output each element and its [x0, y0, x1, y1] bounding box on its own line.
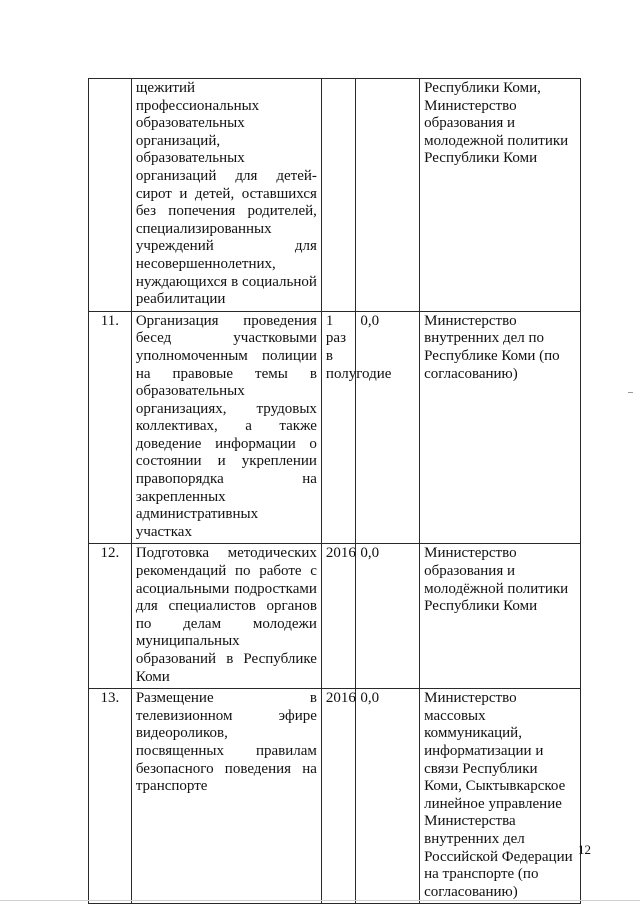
scan-bottom-edge	[0, 900, 640, 901]
activity-name: Организация проведения бесед участковыми уполномоченным полиции на правовые темы в образовательных организациях, трудовых коллективах, а также доведение информации о состоянии и укреплении правопорядка на закрепленных административных участках	[131, 311, 321, 544]
responsible-executor: Министерство внутренних дел по Республике Коми (по согласованию)	[420, 311, 581, 544]
activity-name: щежитий профессиональных образовательных организаций, образовательных организаций для детей-сирот и детей, оставшихся без попечения родителей, специализированных учреждений для несовершеннолетних, нуждающихся в социальной реабилитации	[131, 79, 321, 312]
execution-term	[321, 79, 355, 312]
execution-term: 1 раз в полугодие	[321, 311, 355, 544]
responsible-executor: Министерство образования и молодёжной политики Республики Коми	[420, 544, 581, 689]
row-number: 13.	[89, 689, 132, 904]
funding-amount: 0,0	[356, 544, 420, 689]
row-number: 12.	[89, 544, 132, 689]
funding-amount: 0,0	[356, 311, 420, 544]
page-number: 12	[578, 842, 591, 857]
action-plan-table	[88, 78, 581, 904]
execution-term: 2016	[321, 689, 355, 904]
row-number: 11.	[89, 311, 132, 544]
table-row	[89, 79, 581, 312]
funding-amount: 0,0	[356, 689, 420, 904]
responsible-executor: Республики Коми, Министерство образования и молодежной политики Республики Коми	[420, 79, 581, 312]
execution-term: 2016	[321, 544, 355, 689]
activity-name: Размещение в телевизионном эфире видеороликов, посвященных правилам безопасного поведения на транспорте	[131, 689, 321, 904]
responsible-executor: Министерство массовых коммуникаций, информатизации и связи Республики Коми, Сыктывкарское линейное управление Министерства внутренних дел Российской Федерации на транспорте (по согласованию)	[420, 689, 581, 904]
scan-margin-mark	[628, 392, 633, 393]
activity-name: Подготовка методических рекомендаций по работе с асоциальными подростками для специалистов органов по делам молодежи муниципальных образований в Республике Коми	[131, 544, 321, 689]
funding-amount	[356, 79, 420, 312]
table-row	[89, 544, 581, 689]
row-number	[89, 79, 132, 312]
table-row	[89, 311, 581, 544]
table-row	[89, 689, 581, 904]
